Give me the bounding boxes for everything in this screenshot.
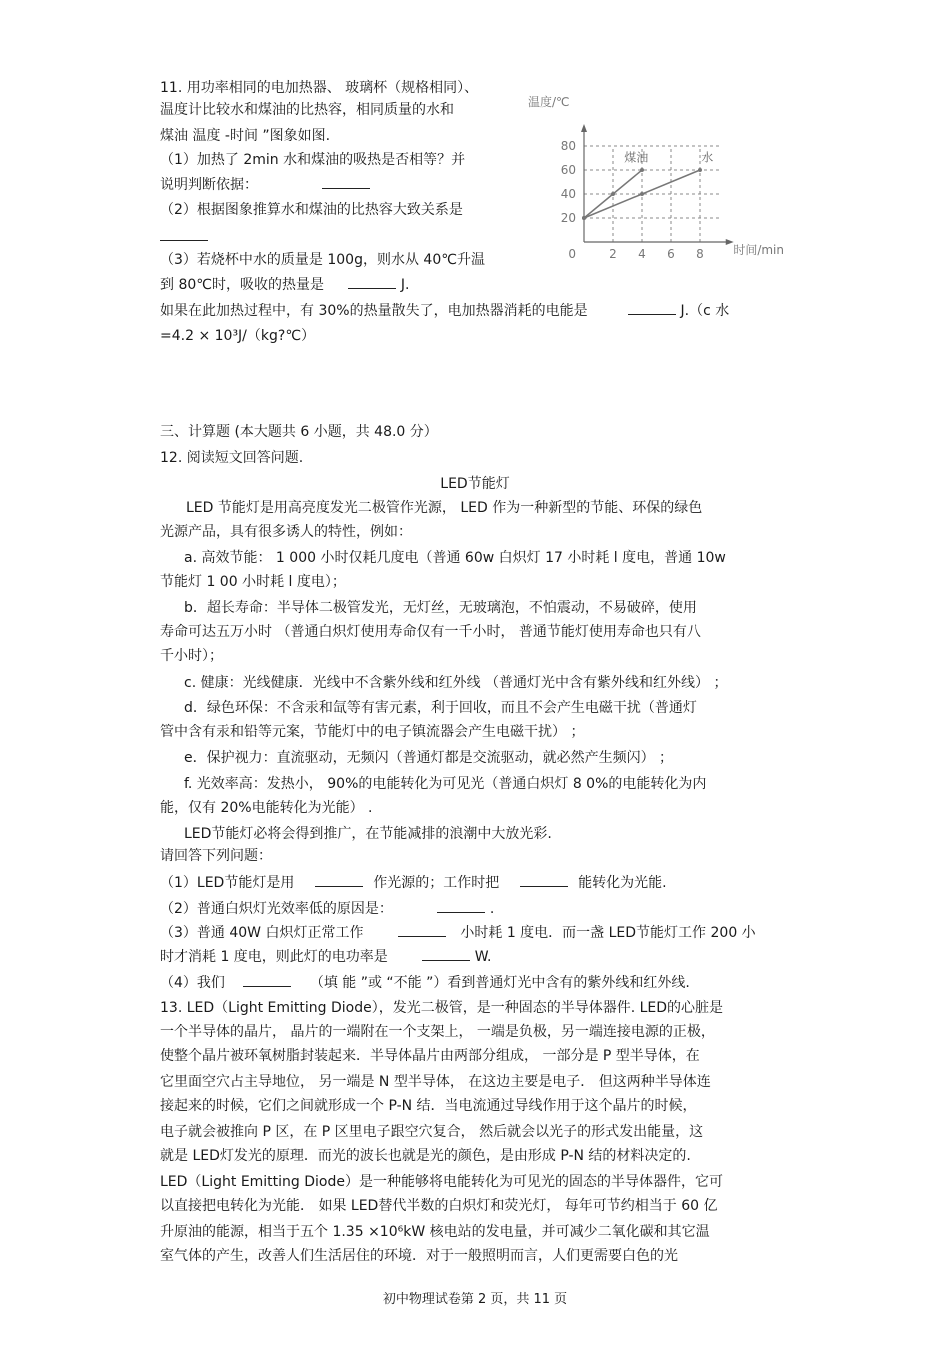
q11-line-3: 煤油 温度 -时间 ”图象如图. [160,128,331,144]
q13-line-5: 接起来的时候，它们之间就形成一个 P-N 结．当电流通过导线作用于这个晶片的时候， [160,1098,697,1114]
q12-sub-3-text-c: 时才消耗 1 度电，则此灯的电功率是 [160,949,388,965]
q12-item-d-1: d．绿色环保：不含汞和氙等有害元素，利于回收，而且不会产生电磁干扰（普通灯 [184,700,697,716]
q12-sub-1-text-c: 能转化为光能. [578,875,667,891]
q11-line-4: （1）加热了 2min 水和煤油的吸热是否相等？并 [160,152,466,168]
q12-sub-3a [160,922,756,943]
x-tick-label: 6 [667,247,675,261]
q12-para-2: LED节能灯必将会得到推广，在节能减排的浪潮中大放光彩. [184,826,552,842]
q13-line-8: LED（Light Emitting Diode）是一种能够将电能转化为可见光的固态的半导体器件，它可 [160,1174,723,1190]
q11-line-6: （2）根据图象推算水和煤油的比热容大致关系是 [160,202,463,218]
q12-para-1b: 光源产品，具有很多诱人的特性，例如： [160,524,412,540]
answer-blank [243,972,291,987]
q12-item-f-2: 能，仅有 20%电能转化为光能） . [160,800,373,816]
q11-line-9-unit: J. [400,277,410,293]
q12-item-e: e．保护视力：直流驱动，无频闪（普通灯都是交流驱动，就必然产生频闪） ； [184,750,674,766]
x-axis-label: 时间/min [733,243,784,257]
q12-sub-2-text: （2）普通白炽灯光效率低的原因是： [160,901,393,917]
q11-line-9-text: 到 80℃时，吸收的热量是 [160,277,324,293]
q13-line-1: 13. LED（Light Emitting Diode），发光二极管，是一种固态的半导体器件. LED的心脏是 [160,1000,724,1016]
q12-item-a-1: a. 高效节能： 1 000 小时仅耗几度电（普通 60w 白炽灯 17 小时耗 l 度电，普通 10w [184,550,726,566]
q11-line-10 [160,300,729,321]
y-axis-label: 温度/℃ [528,95,570,109]
q13-line-10: 升原油的能源，相当于五个 1.35 ×10⁶kW 核电站的发电量，并可减少二氧化碳和其它温 [160,1224,710,1240]
series-point [640,168,644,172]
y-axis-arrow [581,124,587,132]
q12-item-b-3: 千小时）； [160,648,223,664]
x-tick-label: 4 [638,247,646,261]
q12-ask: 请回答下列问题： [160,848,272,864]
temperature-time-chart [522,72,790,262]
series-label-water: 水 [701,150,714,165]
answer-blank [628,300,676,315]
chart-axes [581,124,734,245]
q11-line-5-text: 说明判断依据： [160,177,258,193]
q12-sub-2 [160,898,494,919]
q13-line-6: 电子就会被推向 P 区，在 P 区里电子跟空穴复合， 然后就会以光子的形式发出能量，这 [160,1124,704,1140]
q12-sub-4 [160,972,690,993]
q11-line-9 [160,274,410,295]
q12-item-d-2: 管中含有汞和铅等元案，节能灯中的电子镇流器会产生电磁干扰） ； [160,724,585,740]
q13-line-4: 它里面空穴占主导地位， 另一端是 N 型半导体， 在这边主要是电子． 但这两种半导体连 [160,1074,711,1090]
q12-sub-1 [160,872,667,893]
q13-line-11: 室气体的产生，改善人们生活居住的环境．对于一般照明而言，人们更需要白色的光 [160,1248,678,1264]
q12-sub-4-text-a: （4）我们 [160,975,225,991]
answer-blank [322,174,370,189]
q12-item-b-2: 寿命可达五万小时 （普通白炽灯使用寿命仅有一千小时， 普通节能灯使用寿命也只有八 [160,624,701,640]
x-tick-label: 2 [609,247,617,261]
q12-item-c: c. 健康：光线健康．光线中不含紫外线和红外线 （普通灯光中含有紫外线和红外线） ； [184,675,728,691]
y-tick-label: 80 [560,139,576,153]
x-tick-label: 8 [696,247,704,261]
answer-blank [398,922,446,937]
series-point [611,192,615,196]
q12-item-b-1: b．超长寿命：半导体二极管发光，无灯丝，无玻璃泡，不怕震动，不易破碎，使用 [184,600,697,616]
q12-para-1a: LED 节能灯是用高亮度发光二极管作光源， LED 作为一种新型的节能、环保的绿色 [186,500,703,516]
answer-blank [160,226,208,241]
q11-line-10-text: 如果在此加热过程中，有 30%的热量散失了，电加热器消耗的电能是 [160,303,588,319]
q13-line-9: 以直接把电转化为光能． 如果 LED替代半数的白炽灯和荧光灯， 每年可节约相当于 60 亿 [160,1198,718,1214]
q11-line-11: =4.2 × 10³J/（kg?℃） [160,328,316,344]
q11-line-8: （3）若烧杯中水的质量是 100g，则水从 40℃升温 [160,252,485,268]
q12-sub-1-text-b: 作光源的；工作时把 [373,875,500,891]
q12-heading: 12. 阅读短文回答问题. [160,450,304,466]
q13-line-7: 就是 LED灯发光的原理．而光的波长也就是光的颜色，是由形成 P-N 结的材料决定的. [160,1148,691,1164]
answer-blank [348,274,396,289]
q12-sub-1-text-a: （1）LED节能灯是用 [160,875,295,891]
q12-article-title: LED节能灯 [440,476,510,492]
q11-line-2: 温度计比较水和煤油的比热容，相同质量的水和 [160,102,454,118]
series-point [640,192,644,196]
series-point [582,216,586,220]
q12-sub-3-text-b: 小时耗 1 度电．而一盏 LED节能灯工作 200 小 [460,925,756,941]
q11-line-7 [160,226,208,247]
q12-item-a-2: 节能灯 1 00 小时耗 l 度电）； [160,574,346,590]
y-tick-label: 40 [560,187,576,201]
y-tick-label: 20 [560,211,576,225]
q12-item-f-1: f. 光效率高：发热小， 90%的电能转化为可见光（普通白炽灯 8 0%的电能转化为内 [184,776,707,792]
q13-line-2: 一个半导体的晶片， 晶片的一端附在一个支架上， 一端是负极，另一端连接电源的正极， [160,1024,715,1040]
q13-line-3: 使整个晶片被环氧树脂封装起来．半导体晶片由两部分组成， 一部分是 P 型半导体，在 [160,1048,700,1064]
q12-sub-2-period: . [489,901,495,917]
section-3-heading: 三、计算题 (本大题共 6 小题，共 48.0 分） [160,424,438,440]
answer-blank [422,946,470,961]
q12-sub-3-text-a: （3）普通 40W 白炽灯正常工作 [160,925,364,941]
answer-blank [315,872,363,887]
series-point [698,168,702,172]
y-tick-label: 60 [560,163,576,177]
q12-sub-4-text-b: （填 能 ”或 “不能 ”）看到普通灯光中含有的紫外线和红外线. [309,975,690,991]
q11-line-1: 11. 用功率相同的电加热器、 玻璃杯（规格相同）、 [160,80,479,96]
q11-line-5 [160,174,370,195]
answer-blank [520,872,568,887]
q11-line-10-unit: J.（c 水 [680,303,730,319]
answer-blank [437,898,485,913]
origin-label: 0 [568,247,576,261]
q12-sub-3b [160,946,491,967]
series-label-kerosene: 煤油 [624,150,649,165]
page-footer: 初中物理试卷第 2 页，共 11 页 [382,1292,568,1307]
chart-labels [528,94,784,261]
q12-sub-3-unit: W. [474,949,492,965]
